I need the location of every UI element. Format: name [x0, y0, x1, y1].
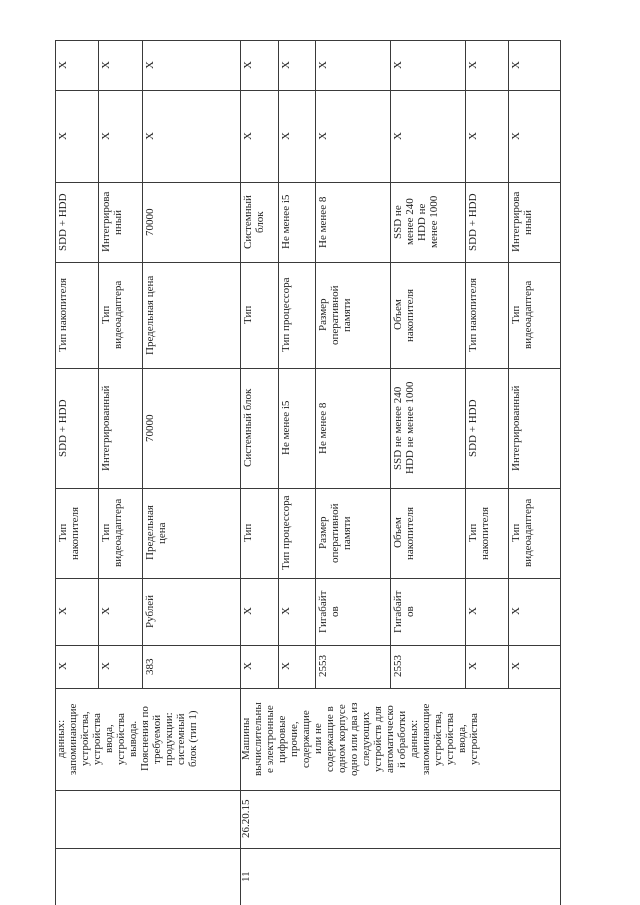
char1-cell-text: Тип процессора	[280, 495, 292, 571]
val1-cell	[392, 372, 463, 484]
x2-cell	[392, 44, 463, 86]
x2-cell	[280, 44, 313, 86]
code-cell-text: 2553	[317, 655, 329, 678]
char2-cell-text: Тип накопителя	[57, 277, 69, 353]
char1-cell	[467, 492, 506, 574]
char1-cell-text: Тип накопителя	[57, 506, 81, 560]
table-rule	[142, 40, 143, 688]
row-number-text	[55, 848, 240, 905]
val2-cell-text: Не менее 8	[317, 196, 329, 248]
table-rule	[55, 645, 560, 646]
x1-cell	[317, 94, 388, 178]
x1-cell	[242, 94, 276, 178]
val1-cell-text: SDD + HDD	[57, 399, 69, 457]
x2-cell-text: Х	[317, 61, 329, 69]
code-cell-text: 383	[144, 658, 156, 675]
val2-cell	[57, 186, 96, 258]
x1-cell-text: Х	[100, 132, 112, 140]
code-cell	[100, 649, 140, 684]
unit-cell-text: Х	[242, 607, 254, 616]
table-rule	[55, 488, 560, 489]
x2-cell-text: Х	[144, 61, 156, 69]
x1-cell-text: Х	[144, 132, 156, 140]
code-cell	[467, 649, 506, 684]
char1-cell-text: Размер оперативной памяти	[317, 503, 353, 563]
okpd-code-text	[55, 790, 240, 848]
val2-cell	[392, 186, 463, 258]
val2-cell-text: Интегрирова нный	[100, 191, 124, 253]
x1-cell	[144, 94, 238, 178]
unit-cell	[100, 582, 140, 641]
unit-cell	[144, 582, 238, 641]
char1-cell-text: Объем накопителя	[392, 506, 416, 560]
x1-cell	[510, 94, 558, 178]
x1-cell-text: Х	[392, 132, 404, 140]
code-cell	[510, 649, 558, 684]
char2-cell-text: Тип видеоадаптера	[510, 280, 534, 350]
val1-cell	[280, 372, 313, 484]
x1-cell-text: Х	[467, 132, 479, 140]
val1-cell-text: Системный блок	[242, 388, 254, 468]
x2-cell-text: Х	[57, 61, 69, 69]
table-rule	[508, 40, 509, 688]
val2-cell-text: SDD + HDD	[467, 193, 479, 251]
val1-cell-text: SDD + HDD	[467, 399, 479, 457]
unit-cell	[467, 582, 506, 641]
char2-cell	[144, 266, 238, 364]
val2-cell	[467, 186, 506, 258]
x1-cell-text: Х	[242, 132, 254, 140]
code-cell-text: 2553	[392, 655, 404, 678]
code-cell	[392, 649, 463, 684]
unit-cell	[242, 582, 276, 641]
x2-cell-text: Х	[510, 61, 522, 69]
char2-cell	[242, 266, 276, 364]
val1-cell	[510, 372, 558, 484]
val2-cell-text: Не менее i5	[280, 194, 292, 250]
val2-cell	[510, 186, 558, 258]
val1-cell-text: Интегрированный	[100, 385, 112, 471]
char2-cell-text: Размер оперативной памяти	[317, 285, 353, 345]
code-cell-text: Х	[242, 662, 254, 671]
char2-cell	[317, 266, 388, 364]
code-cell	[242, 649, 276, 684]
row-number	[55, 848, 240, 905]
unit-cell-text: Гигабайт ов	[392, 590, 416, 633]
table-rule	[560, 40, 561, 905]
code-cell-text: Х	[280, 662, 292, 671]
unit-cell-text: Х	[467, 607, 479, 616]
table-rule	[55, 182, 560, 183]
val1-cell	[317, 372, 388, 484]
unit-cell-text: Рублей	[144, 594, 156, 629]
val2-cell	[144, 186, 238, 258]
val2-cell	[100, 186, 140, 258]
char1-cell	[392, 492, 463, 574]
val2-cell-text: Интегрирова нный	[510, 191, 534, 253]
x2-cell	[100, 44, 140, 86]
char1-cell-text: Тип видеоадаптера	[100, 498, 124, 568]
unit-cell-text: Х	[510, 607, 522, 616]
val1-cell-text: Не менее i5	[280, 400, 292, 456]
table-rule	[98, 40, 99, 688]
x2-cell-text: Х	[392, 61, 404, 69]
okpd-code	[240, 790, 560, 848]
val1-cell-text: SSD не менее 240 HDD не менее 1000	[392, 381, 416, 475]
char1-cell-text: Тип	[242, 523, 254, 543]
val1-cell	[100, 372, 140, 484]
table-rule	[55, 40, 560, 41]
okpd-code	[55, 790, 240, 848]
x1-cell	[57, 94, 96, 178]
unit-cell-text: Х	[280, 607, 292, 616]
x2-cell	[144, 44, 238, 86]
char1-cell	[317, 492, 388, 574]
x2-cell	[242, 44, 276, 86]
code-cell	[144, 649, 238, 684]
product-name	[240, 688, 560, 790]
char2-cell	[392, 266, 463, 364]
x1-cell-text: Х	[317, 132, 329, 140]
char1-cell-text: Тип видеоадаптера	[510, 498, 534, 568]
char1-cell-text: Предельная цена	[144, 505, 168, 561]
table-rule	[55, 262, 560, 263]
row-number	[240, 848, 560, 905]
code-cell-text: Х	[510, 662, 522, 671]
x1-cell-text: Х	[510, 132, 522, 140]
unit-cell	[57, 582, 96, 641]
val2-cell-text: SDD + HDD	[57, 193, 69, 251]
val2-cell-text: SSD не менее 240 HDD не менее 1000	[392, 195, 440, 249]
char2-cell	[510, 266, 558, 364]
char1-cell	[100, 492, 140, 574]
x2-cell	[510, 44, 558, 86]
x2-cell	[467, 44, 506, 86]
code-cell-text: Х	[57, 662, 69, 671]
table-rule	[315, 40, 316, 688]
x2-cell-text: Х	[467, 61, 479, 69]
char1-cell	[510, 492, 558, 574]
unit-cell	[317, 582, 388, 641]
unit-cell	[280, 582, 313, 641]
x1-cell-text: Х	[57, 132, 69, 140]
val1-cell-text: 70000	[144, 414, 156, 442]
table-rule	[55, 90, 560, 91]
x2-cell	[57, 44, 96, 86]
char2-cell-text: Предельная цена	[144, 275, 156, 355]
char1-cell	[242, 492, 276, 574]
product-name-text: Машины вычислительны е электронные цифровые прочие, содержащие или не содержащие в одном корпусе одно или два из следующих устройств для автоматическо й обработки данных: запоминающие устройства, устройства ввода, устройства	[240, 702, 480, 776]
x2-cell-text: Х	[280, 61, 292, 69]
x1-cell	[280, 94, 313, 178]
row-number-text: 11	[240, 871, 252, 882]
table-rule	[278, 40, 279, 688]
x1-cell	[467, 94, 506, 178]
char2-cell	[467, 266, 506, 364]
unit-cell-text: Гигабайт ов	[317, 590, 341, 633]
char2-cell-text: Тип	[242, 305, 254, 325]
code-cell-text: Х	[467, 662, 479, 671]
char2-cell-text: Тип процессора	[280, 277, 292, 353]
unit-cell-text: Х	[100, 607, 112, 616]
unit-cell	[392, 582, 463, 641]
char2-cell	[57, 266, 96, 364]
table-rule	[55, 368, 560, 369]
table-rule	[390, 40, 391, 688]
val2-cell-text: 70000	[144, 208, 156, 236]
code-cell	[280, 649, 313, 684]
val1-cell	[467, 372, 506, 484]
x1-cell	[100, 94, 140, 178]
x2-cell-text: Х	[242, 61, 254, 69]
char2-cell	[280, 266, 313, 364]
okpd-code-text: 26.20.15	[240, 799, 252, 839]
char2-cell	[100, 266, 140, 364]
code-cell	[317, 649, 388, 684]
val1-cell-text: Интегрированный	[510, 385, 522, 471]
unit-cell	[510, 582, 558, 641]
val2-cell-text: Системный блок	[242, 195, 266, 249]
table-rule	[465, 40, 466, 688]
x2-cell	[317, 44, 388, 86]
unit-cell-text: Х	[57, 607, 69, 616]
val1-cell	[57, 372, 96, 484]
x1-cell-text: Х	[280, 132, 292, 140]
char2-cell-text: Тип накопителя	[467, 277, 479, 353]
val2-cell	[242, 186, 276, 258]
char1-cell	[57, 492, 96, 574]
char1-cell	[144, 492, 238, 574]
val1-cell-text: Не менее 8	[317, 402, 329, 454]
val2-cell	[317, 186, 388, 258]
code-cell-text: Х	[100, 662, 112, 671]
val2-cell	[280, 186, 313, 258]
code-cell	[57, 649, 96, 684]
val1-cell	[144, 372, 238, 484]
product-name	[55, 688, 240, 790]
x2-cell-text: Х	[100, 61, 112, 69]
product-name-text: данных: запоминающие устройства, устройства ввода, устройства вывода. Пояснения по требуемой продукции: системный блок (тип 1)	[55, 703, 199, 775]
char2-cell-text: Объем накопителя	[392, 288, 416, 342]
val1-cell	[242, 372, 276, 484]
char2-cell-text: Тип видеоадаптера	[100, 280, 124, 350]
char1-cell-text: Тип накопителя	[467, 506, 491, 560]
table-rule	[55, 578, 560, 579]
char1-cell	[280, 492, 313, 574]
x1-cell	[392, 94, 463, 178]
